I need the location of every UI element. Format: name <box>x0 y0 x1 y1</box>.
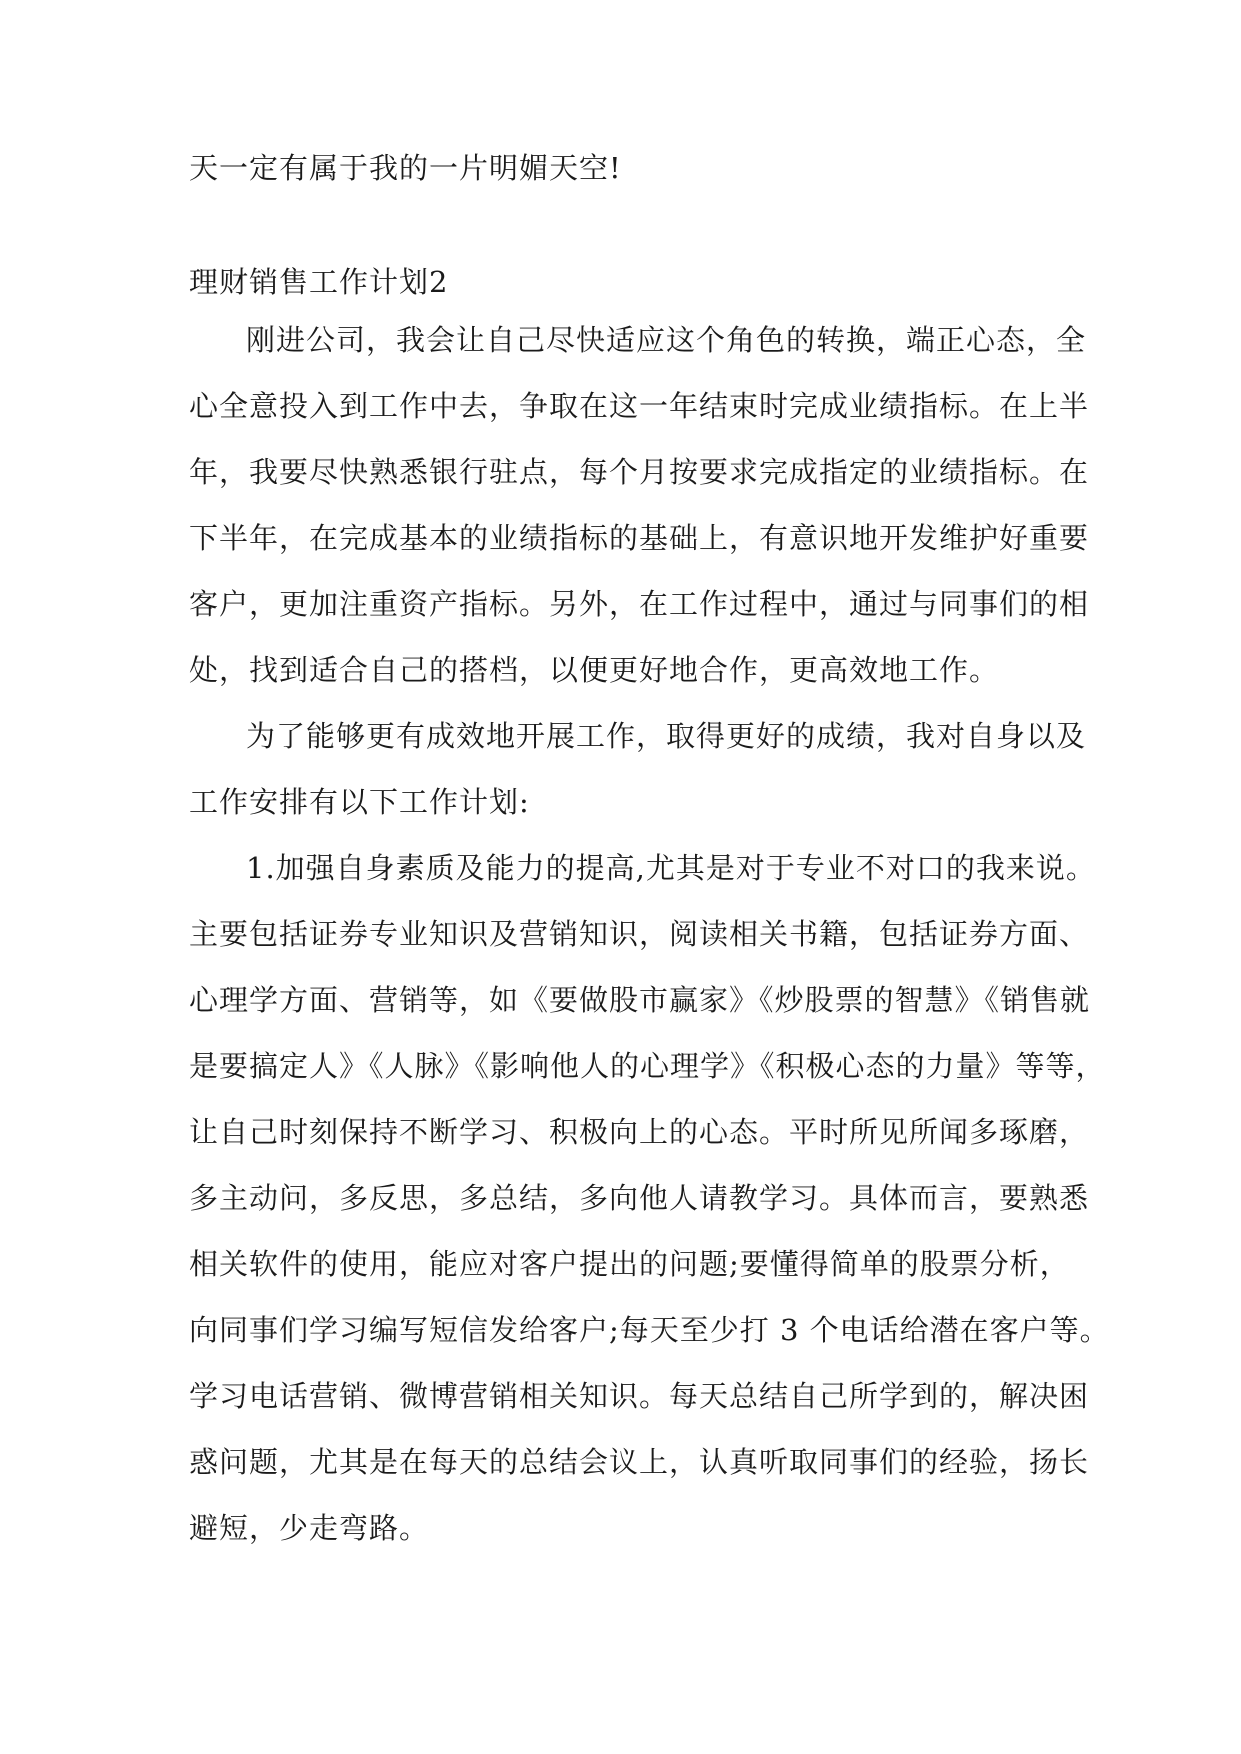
paragraph-line: 是要搞定人》《人脉》《影响他人的心理学》《积极心态的力量》等等， <box>189 1049 1106 1083</box>
paragraph-line: 让自己时刻保持不断学习、积极向上的心态。平时所见所闻多琢磨， <box>189 1115 1090 1149</box>
paragraph-line: 心理学方面、营销等，如《要做股市赢家》《炒股票的智慧》《销售就 <box>189 983 1091 1017</box>
paragraph-line: 多主动问，多反思，多总结，多向他人请教学习。具体而言，要熟悉 <box>189 1181 1090 1215</box>
paragraph-line: 惑问题，尤其是在每天的总结会议上，认真听取同事们的经验，扬长 <box>189 1445 1090 1479</box>
paragraph-line: 避短，少走弯路。 <box>189 1511 430 1545</box>
paragraph-line: 1.加强自身素质及能力的提高,尤其是对于专业不对口的我来说。 <box>246 851 1096 885</box>
paragraph-line: 为了能够更有成效地开展工作，取得更好的成绩，我对自身以及 <box>246 719 1087 753</box>
paragraph-line: 下半年，在完成基本的业绩指标的基础上，有意识地开发维护好重要 <box>189 521 1090 555</box>
paragraph-line: 主要包括证券专业知识及营销知识，阅读相关书籍，包括证券方面、 <box>189 917 1090 951</box>
text-line: 天一定有属于我的一片明媚天空! <box>189 151 622 185</box>
paragraph-line: 向同事们学习编写短信发给客户;每天至少打 3 个电话给潜在客户等。 <box>189 1313 1110 1347</box>
paragraph-line: 年，我要尽快熟悉银行驻点，每个月按要求完成指定的业绩指标。在 <box>189 455 1090 489</box>
paragraph-line: 刚进公司，我会让自己尽快适应这个角色的转换，端正心态，全 <box>246 323 1087 357</box>
section-heading: 理财销售工作计划2 <box>189 265 449 299</box>
paragraph-line: 处，找到适合自己的搭档，以便更好地合作，更高效地工作。 <box>189 653 1000 687</box>
paragraph-line: 相关软件的使用，能应对客户提出的问题;要懂得简单的股票分析， <box>189 1247 1070 1281</box>
paragraph-line: 心全意投入到工作中去，争取在这一年结束时完成业绩指标。在上半 <box>189 389 1090 423</box>
paragraph-line: 工作安排有以下工作计划: <box>189 785 530 819</box>
paragraph-line: 学习电话营销、微博营销相关知识。每天总结自己所学到的，解决困 <box>189 1379 1090 1413</box>
paragraph-line: 客户，更加注重资产指标。另外，在工作过程中，通过与同事们的相 <box>189 587 1090 621</box>
